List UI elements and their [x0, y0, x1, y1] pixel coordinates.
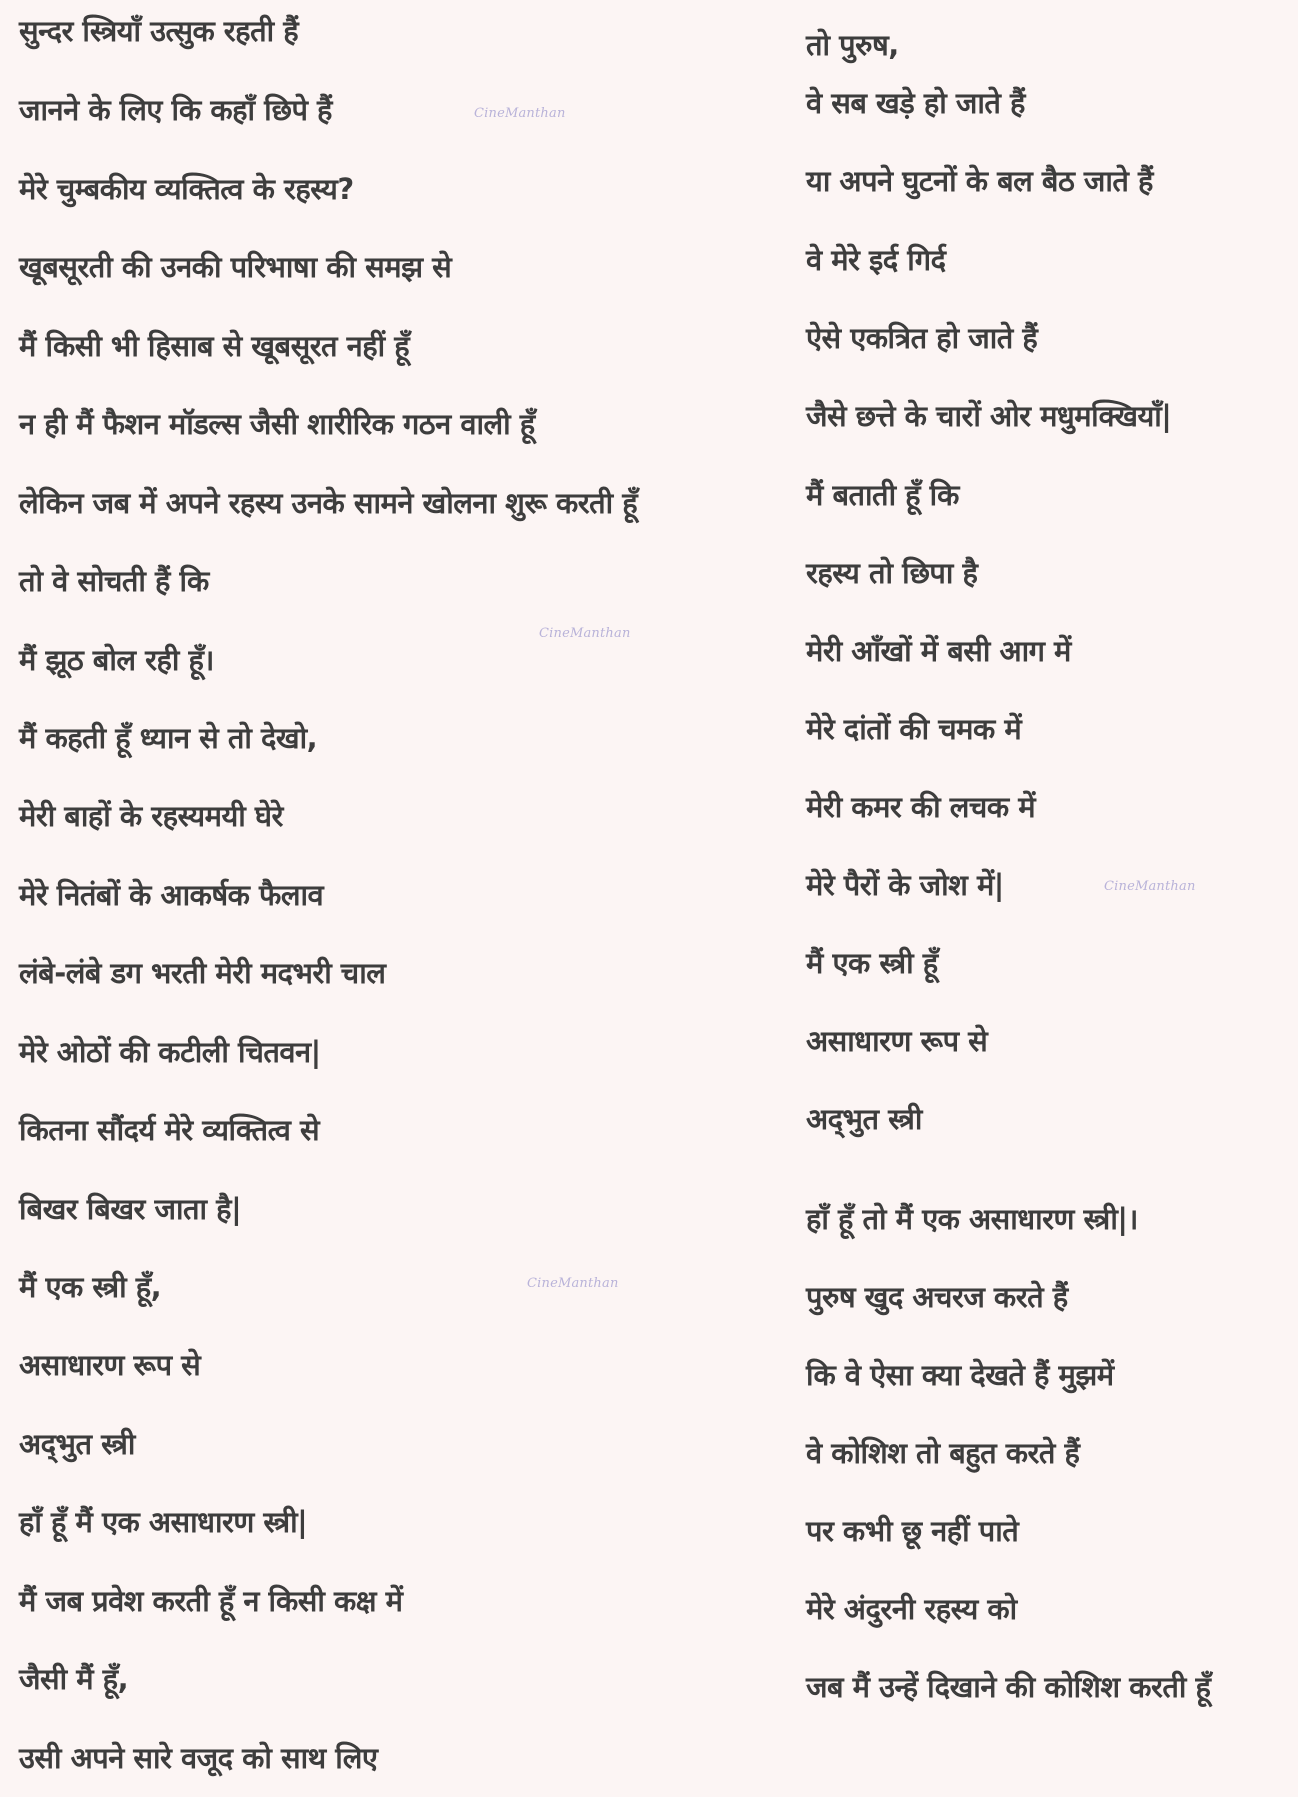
poem-line: हाँ हूँ मैं एक असाधारण स्त्री| — [19, 1505, 308, 1539]
poem-line: मेरी बाहों के रहस्यमयी घेरे — [19, 799, 283, 833]
watermark-logo: CineManthan — [539, 626, 631, 641]
poem-line: मेरे नितंबों के आकर्षक फैलाव — [19, 878, 324, 912]
poem-line: पर कभी छू नहीं पाते — [806, 1514, 1019, 1548]
poem-line: वे कोशिश तो बहुत करते हैं — [806, 1436, 1080, 1470]
poem-line: मेरे ओठों की कटीली चितवन| — [19, 1035, 321, 1069]
poem-line: कि वे ऐसा क्या देखते हैं मुझमें — [806, 1358, 1114, 1392]
poem-line: मेरे चुम्बकीय व्यक्तित्व के रहस्य? — [19, 172, 354, 206]
poem-line: जानने के लिए कि कहाँ छिपे हैं — [19, 93, 332, 127]
poem-line: असाधारण रूप से — [19, 1348, 201, 1382]
poem-line: जैसी मैं हूँ, — [19, 1662, 129, 1696]
poem-line: मेरी कमर की लचक में — [806, 790, 1036, 824]
poem-line: पुरुष खुद अचरज करते हैं — [806, 1280, 1068, 1314]
poem-line: मेरे अंदुरनी रहस्य को — [806, 1592, 1017, 1626]
poem-line: सुन्दर स्त्रियाँ उत्सुक रहती हैं — [19, 14, 299, 48]
watermark-logo: CineManthan — [474, 106, 566, 121]
watermark-logo: CineManthan — [1104, 879, 1196, 894]
poem-line: जैसे छत्ते के चारों ओर मधुमक्खियाँ| — [806, 399, 1172, 433]
poem-line: मेरे दांतों की चमक में — [806, 712, 1022, 746]
watermark-logo: CineManthan — [527, 1276, 619, 1291]
poem-line: मैं झूठ बोल रही हूँ। — [19, 643, 214, 677]
poem-line: मैं एक स्त्री हूँ, — [19, 1270, 162, 1304]
poem-line: असाधारण रूप से — [806, 1024, 988, 1058]
poem-line: अद्‌भुत स्त्री — [806, 1102, 922, 1136]
poem-line: मेरे पैरों के जोश में| — [806, 868, 1004, 902]
poem-line: उसी अपने सारे वजूद को साथ लिए — [19, 1741, 378, 1775]
poem-line: वे सब खड़े हो जाते हैं — [806, 86, 1025, 120]
poem-line: रहस्य तो छिपा है — [806, 556, 978, 590]
poem-line: न ही मैं फैशन मॉडल्स जैसी शारीरिक गठन वाली हूँ — [19, 407, 535, 441]
poem-line: मैं जब प्रवेश करती हूँ न किसी कक्ष में — [19, 1584, 403, 1618]
poem-line: खूबसूरती की उनकी परिभाषा की समझ से — [19, 250, 452, 284]
poem-line: जब मैं उन्हें दिखाने की कोशिश करती हूँ — [806, 1670, 1211, 1704]
poem-line: मैं कहती हूँ ध्यान से तो देखो, — [19, 721, 318, 755]
poem-line: लंबे-लंबे डग भरती मेरी मदभरी चाल — [19, 956, 386, 990]
poem-line: अद्‌भुत स्त्री — [19, 1427, 135, 1461]
poem-line: या अपने घुटनों के बल बैठ जाते हैं — [806, 164, 1153, 198]
poem-line: तो वे सोचती हैं कि — [19, 564, 209, 598]
poem-line: कितना सौंदर्य मेरे व्यक्तित्व से — [19, 1113, 320, 1147]
poem-line: मेरी आँखों में बसी आग में — [806, 634, 1071, 668]
poem-line: वे मेरे इर्द गिर्द — [806, 243, 946, 277]
poem-line: तो पुरुष, — [806, 28, 899, 62]
poem-line: लेकिन जब में अपने रहस्य उनके सामने खोलना शुरू करती हूँ — [19, 486, 638, 520]
poem-line: बिखर बिखर जाता है| — [19, 1192, 242, 1226]
poem-line: मैं एक स्त्री हूँ — [806, 946, 938, 980]
poem-line: मैं किसी भी हिसाब से खूबसूरत नहीं हूँ — [19, 329, 410, 363]
poem-line: ऐसे एकत्रित हो जाते हैं — [806, 321, 1038, 355]
poem-line: मैं बताती हूँ कि — [806, 478, 959, 512]
poem-line: हाँ हूँ तो मैं एक असाधारण स्त्री|। — [806, 1202, 1138, 1236]
